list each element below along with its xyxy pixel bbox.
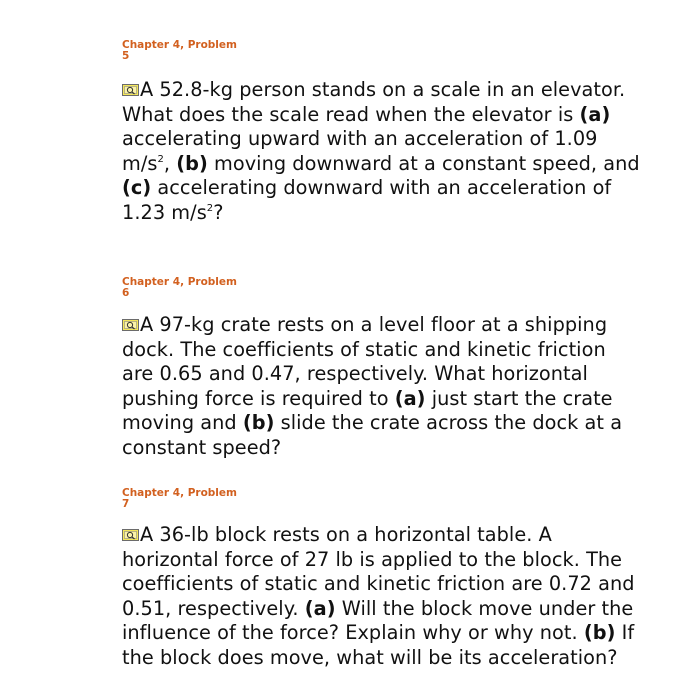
interactive-solution-icon[interactable] — [122, 529, 139, 541]
chapter-heading: Chapter 4, Problem 6 — [122, 276, 237, 299]
chapter-heading: Chapter 4, Problem 5 — [122, 39, 237, 62]
interactive-solution-icon[interactable] — [122, 84, 139, 96]
problem-text: A 97-kg crate rests on a level floor at a shipping dock. The coefficients of static and kinetic friction are 0.65 and 0.47, respectively. What horizontal pushing force is required to (a) just start the crate moving and (b) slide the crate across the dock at a constant speed? — [122, 313, 623, 459]
interactive-solution-icon[interactable] — [122, 319, 139, 331]
problem-text: A 36-lb block rests on a horizontal table. A horizontal force of 27 lb is applied to the block. The coefficients of static and kinetic friction are 0.72 and 0.51, respectively. (a) Will the block move under the influence of the force? Explain why or why not. (b) If the block does move, what will be its acceleration? — [122, 523, 635, 669]
chapter-heading: Chapter 4, Problem 7 — [122, 487, 237, 510]
problem-text: A 52.8-kg person stands on a scale in an elevator. What does the scale read when the elevator is (a) accelerating upward with an acceleration of 1.09 $m/s^2$, (b) moving downward at a constant speed, and (c) accelerating downward with an acceleration of 1.23 $m/s^2$? — [122, 78, 640, 224]
